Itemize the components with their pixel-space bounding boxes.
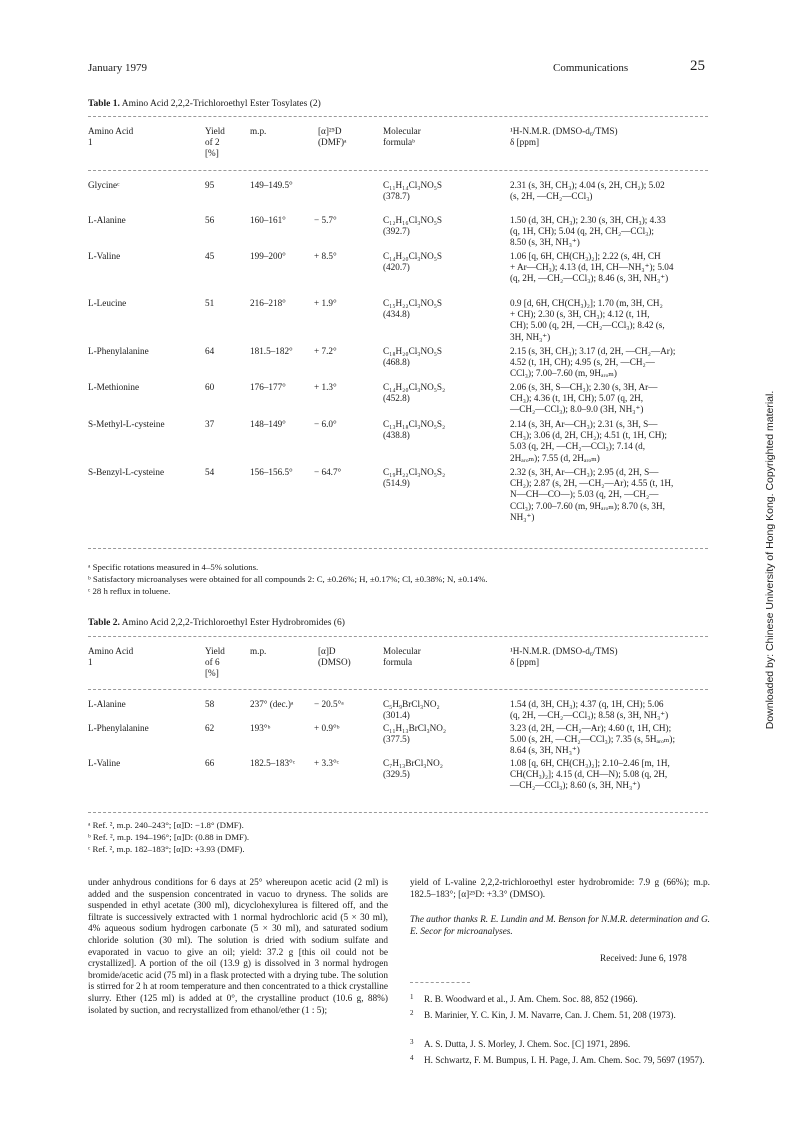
table1-header-cell: Yield of 2 [%]	[205, 126, 225, 159]
table2-mp-cell: 237° (dec.)ᵃ	[250, 699, 294, 709]
header-section: Communications	[553, 62, 629, 74]
table2-header-cell: m.p.	[250, 646, 267, 656]
reference-text: B. Marinier, Y. C. Kin, J. M. Navarre, Can. J. Chem. 51, 208 (1973).	[424, 1010, 676, 1020]
table1-nmr-cell: 2.06 (s, 3H, S—CH₃); 2.30 (s, 3H, Ar— CH₃); 4.36 (t, 1H, CH); 5.07 (q, 2H, —CH₂—CCl₃); 8.0–9.0 (3H, NH₃⁺)	[510, 382, 658, 415]
table1-yield-cell: 95	[205, 180, 215, 190]
table1-formula-cell: C₁₅H₂₂Cl₃NO₅S (434.8)	[383, 298, 443, 320]
table2-footnote: ᵃ Ref. ², m.p. 240–243°; [α]D: −1.8° (DMF).	[88, 820, 244, 830]
table2-nmr-cell: 1.08 [q, 6H, CH(CH₃)₂]; 2.10–2.46 [m, 1H, CH(CH₃)₂]; 4.15 (d, CH—N); 5.08 (q, 2H, —CH₂—CCl₃); 8.60 (s, 3H, NH₃⁺)	[510, 758, 670, 791]
table1-formula-cell: C₁₃H₁₈Cl₃NO₅S₂ (438.8)	[383, 419, 446, 441]
reference-item	[410, 1010, 710, 1021]
table1-yield-cell: 54	[205, 467, 215, 477]
table1-yield-cell: 60	[205, 382, 215, 392]
table2-header-cell: Amino Acid 1	[88, 646, 134, 668]
table1-nmr-cell: 1.50 (d, 3H, CH₃); 2.30 (s, 3H, CH₃); 4.33 (q, 1H, CH); 5.04 (q, 2H, CH₂—CCl₃); 8.50 (s, 3H, NH₃⁺)	[510, 215, 666, 248]
table1-yield-cell: 51	[205, 298, 215, 308]
reference-text: A. S. Dutta, J. S. Morley, J. Chem. Soc. [C] 1971, 2896.	[424, 1039, 631, 1049]
table1-nmr-cell: 0.9 [d, 6H, CH(CH₃)₂]; 1.70 (m, 3H, CH₂ + CH); 2.30 (s, 3H, CH₃); 4.12 (t, 1H, CH); 5.00 (q, 2H, —CH₂—CCl₃); 8.42 (s, 3H, NH₃⁺)	[510, 298, 665, 342]
table2-yield-cell: 66	[205, 758, 215, 768]
table1-header-cell: Amino Acid 1	[88, 126, 134, 148]
table1-header-cell: m.p.	[250, 126, 267, 136]
download-notice-text: Downloaded by: Chinese University of Hong Kong. Copyrighted material.	[764, 390, 776, 730]
received-date: Received: June 6, 1978	[600, 954, 687, 964]
table2-header-rule	[88, 689, 708, 690]
table1-yield-cell: 37	[205, 419, 215, 429]
table2-footnote: ᵇ Ref. ², m.p. 194–196°; [α]D: (0.88 in DMF).	[88, 832, 250, 842]
table1-footnote: ᵇ Satisfactory microanalyses were obtained for all compounds 2: C, ±0.26%; H, ±0.17%; Cl, ±0.38%; N, ±0.14%.	[88, 574, 488, 584]
table1-mp-cell: 199–200°	[250, 251, 286, 261]
table1-top-rule	[88, 116, 708, 117]
reference-number: 4	[410, 1054, 414, 1062]
table1-title: Amino Acid 2,2,2-Trichloroethyl Ester Tosylates (2)	[121, 99, 321, 109]
table1-nmr-cell: 1.06 [q, 6H, CH(CH₃)₂]; 2.22 (s, 4H, CH + Ar—CH₃); 4.13 (d, 1H, CH—NH₃⁺); 5.04 (q, 2H, —CH₂—CCl₃); 8.46 (s, 3H, NH₃⁺)	[510, 251, 674, 284]
table1-rot-cell: + 1.3°	[314, 382, 337, 392]
table2-header-cell: [α]D (DMSO)	[318, 646, 351, 668]
table1-header-cell: [α]²⁵D (DMF)ᵃ	[318, 126, 347, 148]
body-right-paragraph: yield of L-valine 2,2,2-trichloroethyl ester hydrobromide: 7.9 g (66%); m.p. 182.5–183°; [α]²⁵D: +3.3° (DMSO).	[410, 878, 710, 900]
table2-title: Amino Acid 2,2,2-Trichloroethyl Ester Hydrobromides (6)	[121, 618, 345, 628]
table1-header-cell: ¹H-N.M.R. (DMSO-d₆/TMS) δ [ppm]	[510, 126, 618, 148]
table1-acid-cell: S-Methyl-L-cysteine	[88, 419, 165, 429]
table1-formula-cell: C₁₄H₂₀Cl₃NO₅S (420.7)	[383, 251, 443, 273]
table2-rot-cell: + 0.9°ᵇ	[314, 723, 340, 733]
table2-nmr-cell: 3.23 (d, 2H, —CH₂—Ar); 4.60 (t, 1H, CH); 5.00 (s, 2H, —CH₂—CCl₃); 7.35 (s, 5Hₐᵣₒₘ); 8.64 (s, 3H, NH₃⁺)	[510, 723, 676, 756]
table1-acid-cell: L-Leucine	[88, 298, 127, 308]
table1-rot-cell: + 1.9°	[314, 298, 337, 308]
table1-acid-cell: L-Phenylalanine	[88, 346, 149, 356]
table1-formula-cell: C₁₂H₁₆Cl₃NO₅S (392.7)	[383, 215, 443, 237]
table2-label: Table 2.	[88, 618, 120, 628]
reference-number: 3	[410, 1038, 414, 1046]
reference-item	[410, 1039, 710, 1050]
table2-nmr-cell: 1.54 (d, 3H, CH₃); 4.37 (q, 1H, CH); 5.06 (q, 2H, —CH₂—CCl₃); 8.58 (s, 3H, NH₃⁺)	[510, 699, 669, 721]
table1-nmr-cell: 2.14 (s, 3H, Ar—CH₃); 2.31 (s, 3H, S— CH₃); 3.06 (d, 2H, CH₂); 4.51 (t, 1H, CH); 5.03 (q, 2H, —CH₂—CCl₃); 7.14 (d, 2Hₐᵣₒₘ); 7.55 (d, 2Hₐᵣₒₘ)	[510, 419, 667, 463]
reference-item	[410, 1055, 710, 1066]
table1-acid-cell: L-Valine	[88, 251, 121, 261]
acknowledgement: The author thanks R. E. Lundin and M. Benson for N.M.R. determination and G. E. Secor for microanalyses.	[410, 915, 710, 937]
table2-acid-cell: L-Valine	[88, 758, 121, 768]
reference-number: 1	[410, 993, 414, 1001]
table1-yield-cell: 64	[205, 346, 215, 356]
reference-number: 2	[410, 1009, 414, 1017]
table2-acid-cell: L-Alanine	[88, 699, 126, 709]
reference-item	[410, 994, 710, 1005]
reference-text: R. B. Woodward et al., J. Am. Chem. Soc. 88, 852 (1966).	[424, 994, 638, 1004]
table2-formula-cell: C₁₁H₁₃BrCl₃NO₂ (377.5)	[383, 723, 447, 745]
table2-bottom-rule	[88, 812, 708, 813]
table2-formula-cell: C₅H₉BrCl₃NO₂ (301.4)	[383, 699, 440, 721]
table1-acid-cell: S-Benzyl-L-cysteine	[88, 467, 165, 477]
table2-caption	[88, 618, 345, 628]
table1-header-rule	[88, 170, 708, 171]
table1-acid-cell: L-Alanine	[88, 215, 126, 225]
table1-mp-cell: 148–149°	[250, 419, 286, 429]
table1-nmr-cell: 2.31 (s, 3H, CH₃); 4.04 (s, 2H, CH₂); 5.02 (s, 2H, —CH₂—CCl₃)	[510, 180, 665, 202]
table1-formula-cell: C₁₄H₂₀Cl₃NO₅S₂ (452.8)	[383, 382, 446, 404]
table2-formula-cell: C₇H₁₃BrCl₃NO₂ (329.5)	[383, 758, 443, 780]
table1-yield-cell: 45	[205, 251, 215, 261]
table1-bottom-rule	[88, 548, 708, 549]
table1-rot-cell: − 5.7°	[314, 215, 337, 225]
table2-header-cell: Molecular formula	[383, 646, 421, 668]
table2-rot-cell: + 3.3°ᶜ	[314, 758, 339, 768]
table1-mp-cell: 149–149.5°	[250, 180, 293, 190]
table2-acid-cell: L-Phenylalanine	[88, 723, 149, 733]
table2-mp-cell: 193°ᵇ	[250, 723, 271, 733]
table1-rot-cell: − 64.7°	[314, 467, 342, 477]
table2-yield-cell: 58	[205, 699, 215, 709]
table1-formula-cell: C₁₁H₁₄Cl₃NO₅S (378.7)	[383, 180, 443, 202]
table1-mp-cell: 216–218°	[250, 298, 286, 308]
page-number: 25	[690, 58, 705, 74]
body-left-paragraph: under anhydrous conditions for 6 days at 25° whereupon acetic acid (2 ml) is added and the suspension concentrated in vacuo to dryness. The solids are suspended in ethyl acetate (300 ml), dicyclohexylurea is filtered off, and the filtrate is successively extracted with 1 normal hydrochloric acid (5 × 30 ml), 4% aqueous sodium hydrogen carbonate (5 × 30 ml), and saturated sodium chloride solution (30 ml). The solution is dried with sodium sulfate and evaporated in vacuo to give an oil; yield: 37.2 g [this oil could not be crystallized]. A portion of the oil (13.9 g) is dissolved in 3 normal hydrogen bromide/acetic acid (75 ml) in a flask protected with a drying tube. The solution is stirred for 2 h at room temperature and then concentrated to a thick crystalline slurry. Ether (125 ml) is added at 0°, the crystalline product (10.6 g, 88%) isolated by suction, and recrystallized from ethanol/ether (1 : 5);	[88, 878, 388, 1016]
header-date: January 1979	[88, 62, 147, 74]
table2-top-rule	[88, 636, 708, 637]
table1-footnote: ᶜ 28 h reflux in toluene.	[88, 586, 171, 596]
table2-rot-cell: − 20.5°ᵃ	[314, 699, 344, 709]
table1-mp-cell: 181.5–182°	[250, 346, 293, 356]
table1-rot-cell: + 8.5°	[314, 251, 337, 261]
table1-nmr-cell: 2.32 (s, 3H, Ar—CH₃); 2.95 (d, 2H, S— CH₂); 2.87 (s, 2H, —CH₂—Ar); 4.55 (t, 1H, N—CH—CO—); 5.03 (q, 2H, —CH₂— CCl₃); 7.00–7.60 (m, 9Hₐᵣₒₘ); 8.70 (s, 3H, NH₃⁺)	[510, 467, 674, 522]
table1-nmr-cell: 2.15 (s, 3H, CH₃); 3.17 (d, 2H, —CH₂—Ar); 4.52 (t, 1H, CH); 4.95 (s, 2H, —CH₂— CCl₃); 7.00–7.60 (m, 9Hₐᵣₒₘ)	[510, 346, 676, 379]
table1-rot-cell: − 6.0°	[314, 419, 337, 429]
table2-header-cell: Yield of 6 [%]	[205, 646, 225, 679]
table2-yield-cell: 62	[205, 723, 215, 733]
table1-caption	[88, 99, 321, 109]
table1-formula-cell: C₁₉H₂₂Cl₃NO₅S₂ (514.9)	[383, 467, 446, 489]
table1-header-cell: Molecular formulaᵇ	[383, 126, 421, 148]
table1-label: Table 1.	[88, 99, 120, 109]
table2-footnote: ᶜ Ref. ², m.p. 182–183°; [α]D: +3.93 (DMF).	[88, 844, 245, 854]
table1-mp-cell: 160–161°	[250, 215, 286, 225]
table1-footnote: ᵃ Specific rotations measured in 4–5% solutions.	[88, 562, 259, 572]
table1-rot-cell: + 7.2°	[314, 346, 337, 356]
table1-acid-cell: Glycineᶜ	[88, 180, 120, 190]
table1-acid-cell: L-Methionine	[88, 382, 140, 392]
table1-mp-cell: 176–177°	[250, 382, 286, 392]
table2-header-cell: ¹H-N.M.R. (DMSO-d₆/TMS) δ [ppm]	[510, 646, 618, 668]
table1-yield-cell: 56	[205, 215, 215, 225]
table1-mp-cell: 156–156.5°	[250, 467, 293, 477]
references-rule	[410, 982, 470, 983]
table2-mp-cell: 182.5–183°ᶜ	[250, 758, 296, 768]
table1-formula-cell: C₁₈H₂₀Cl₃NO₅S (468.8)	[383, 346, 443, 368]
reference-text: H. Schwartz, F. M. Bumpus, I. H. Page, J. Am. Chem. Soc. 79, 5697 (1957).	[424, 1055, 705, 1065]
